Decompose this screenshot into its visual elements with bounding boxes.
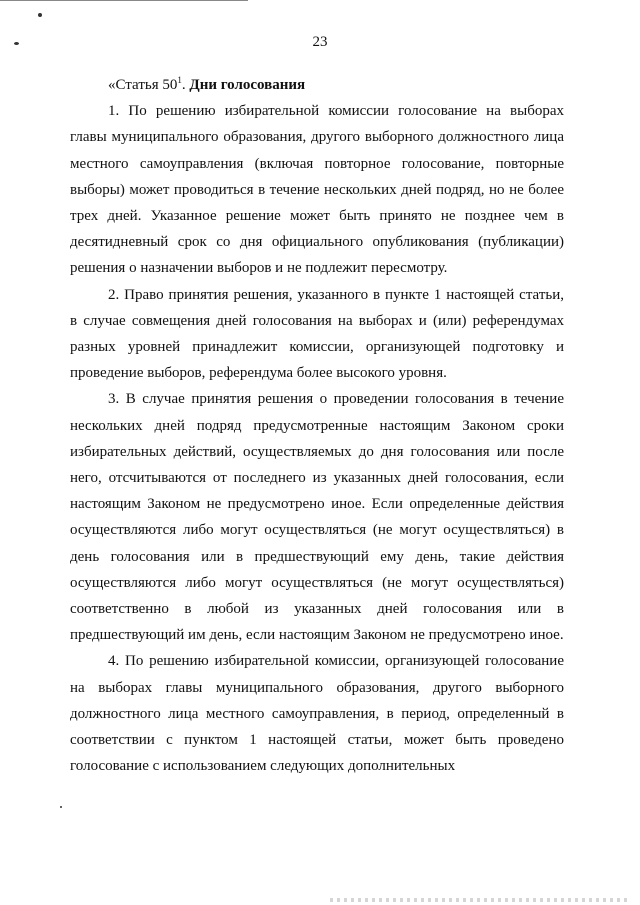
paragraph-1: 1. По решению избирательной комиссии голосование на выборах главы муниципального образования, другого выборного должностного лица местного самоуправления (включая повторное голосование, повторные выборы) может проводиться в течение нескольких дней подряд, но не более трех дней. Указанное решение может быть принято не позднее чем в десятидневный срок со дня официального опубликования (публикации) решения о назначении выборов и не подлежит пересмотру. [70,103,564,277]
article-heading [108,72,564,98]
article-separator: . [181,77,190,93]
scan-edge-line [0,0,248,1]
scan-bottom-artifact [330,898,630,902]
document-body [70,72,564,779]
paragraph-3: 3. В случае принятия решения о проведении голосования в течение нескольких дней подряд предусмотренные настоящим Законом сроки избирательных действий, осуществляемых до дня голосования или после него, отсчитываются от последнего из указанных дней голосования, если настоящим Законом не предусмотрено иное. Если определенные действия осуществляются либо могут осуществляться (не могут осуществляться) в день голосования или в предшествующий ему день, такие действия осуществляются либо могут осуществляться (не могут осуществляться) соответственно в любой из указанных дней голосования или в предшествующий им день, если настоящим Законом не предусмотрено иное. [70,391,564,644]
article-title: Дни голосования [189,77,306,93]
page-number: 23 [312,34,328,50]
scan-speck [60,806,62,808]
article-prefix: «Статья 50 [108,77,178,93]
article-superscript: 1 [177,75,182,85]
scan-speck [38,13,42,17]
paragraph-2: 2. Право принятия решения, указанного в пункте 1 настоящей статьи, в случае совмещения дней голосования на выборах и (или) референдумах разных уровней принадлежит комиссии, организующей подготовку и проведение выборов, референдума более высокого уровня. [70,286,564,382]
paragraph-4: 4. По решению избирательной комиссии, организующей голосование на выборах главы муниципального образования, другого выборного должностного лица местного самоуправления, в период, определенный в соответствии с пунктом 1 настоящей статьи, может быть проведено голосование с использованием следующих дополнительных [70,653,564,775]
